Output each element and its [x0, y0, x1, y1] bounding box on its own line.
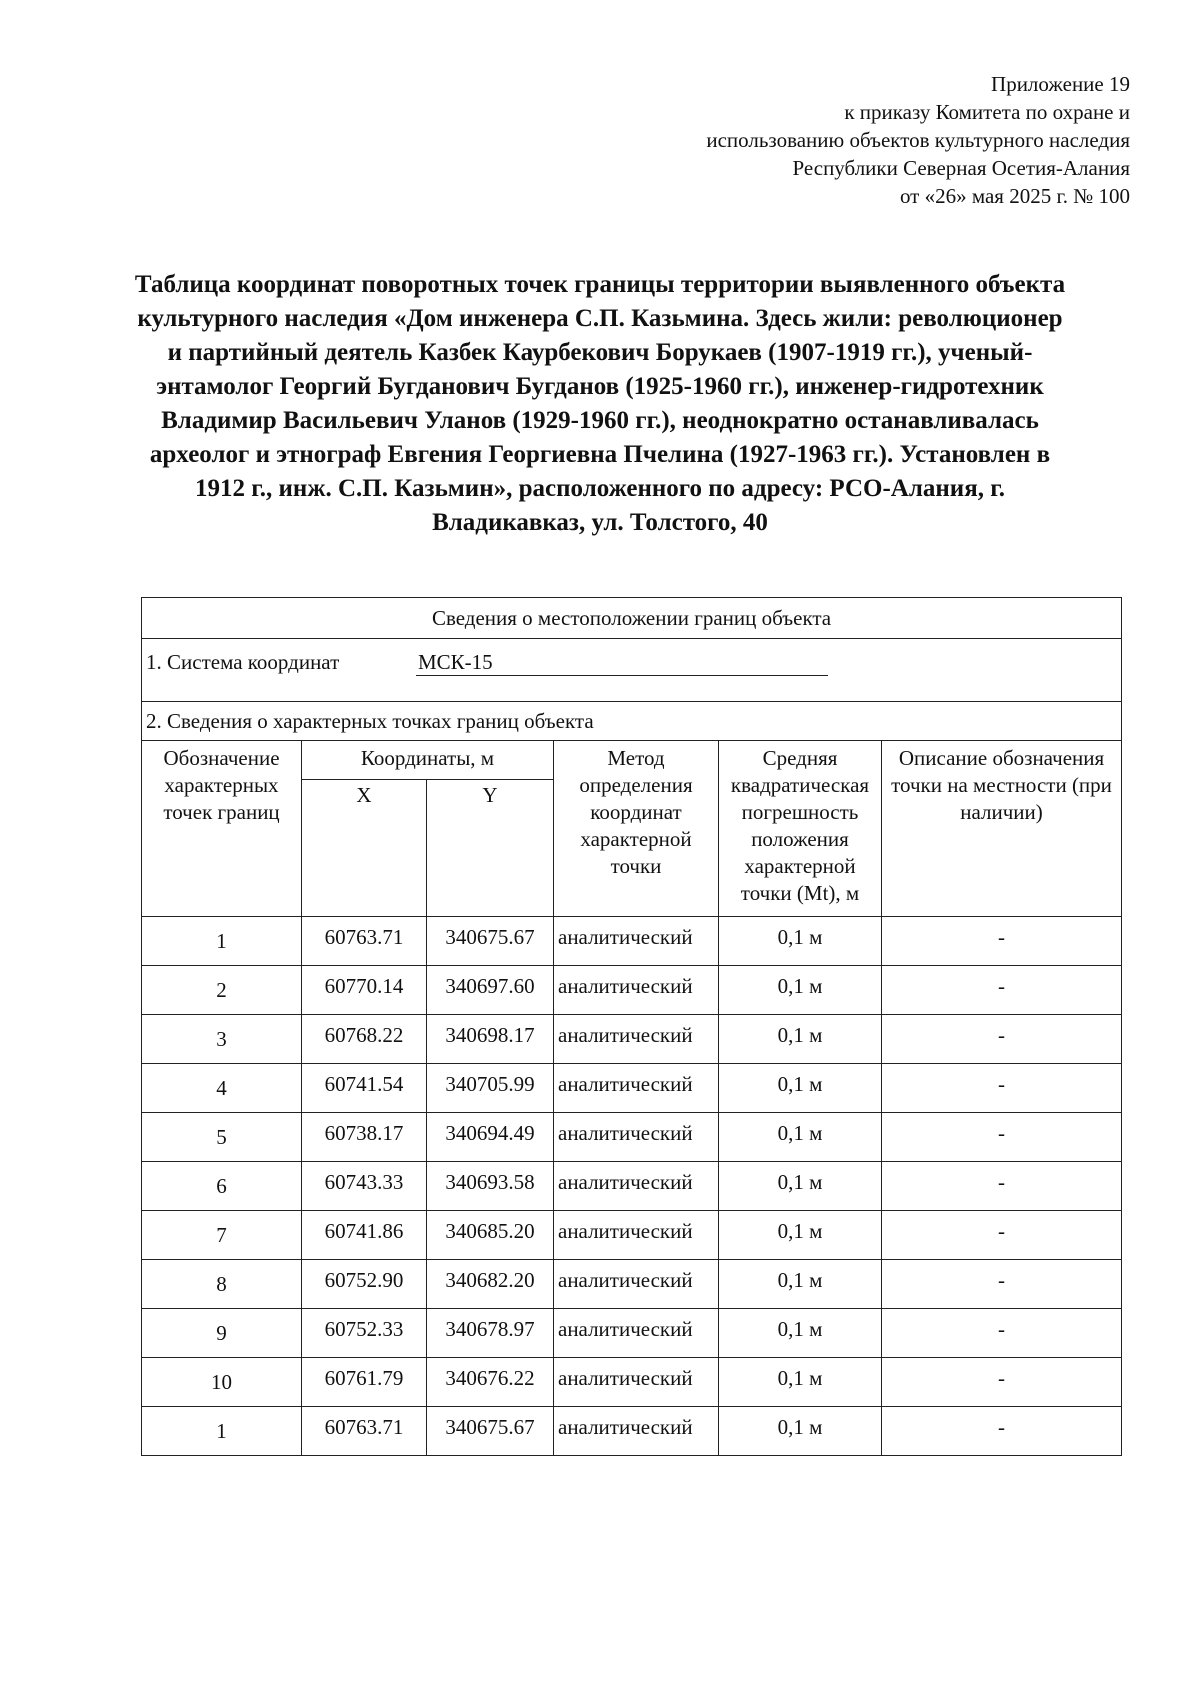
cell-method: аналитический [554, 1407, 719, 1456]
coordinate-system-cell [142, 639, 1122, 702]
cell-error: 0,1 м [719, 1211, 882, 1260]
table-row [142, 1260, 1122, 1309]
cell-point-number: 1 [142, 1407, 302, 1456]
cell-coord-y: 340694.49 [427, 1113, 554, 1162]
cell-description: - [882, 1309, 1122, 1358]
cell-description: - [882, 1162, 1122, 1211]
cell-coord-x: 60763.71 [302, 1407, 427, 1456]
cell-error: 0,1 м [719, 1407, 882, 1456]
section-title: Сведения о местоположении границ объекта [142, 598, 1122, 639]
cell-coord-x: 60770.14 [302, 966, 427, 1015]
cell-method: аналитический [554, 1113, 719, 1162]
cell-method: аналитический [554, 1064, 719, 1113]
cell-coord-y: 340675.67 [427, 917, 554, 966]
table-row [142, 966, 1122, 1015]
cell-method: аналитический [554, 1162, 719, 1211]
cell-point-number: 2 [142, 966, 302, 1015]
cell-error: 0,1 м [719, 1162, 882, 1211]
cell-coord-x: 60761.79 [302, 1358, 427, 1407]
header-y: Y [427, 780, 554, 917]
cell-description: - [882, 1113, 1122, 1162]
cell-coord-y: 340675.67 [427, 1407, 554, 1456]
table-row [142, 1064, 1122, 1113]
cell-point-number: 5 [142, 1113, 302, 1162]
cell-description: - [882, 966, 1122, 1015]
annex-line-2: к приказу Комитета по охране и [844, 100, 1130, 124]
cell-error: 0,1 м [719, 917, 882, 966]
cell-coord-y: 340676.22 [427, 1358, 554, 1407]
cell-point-number: 8 [142, 1260, 302, 1309]
cell-method: аналитический [554, 917, 719, 966]
table-row [142, 1015, 1122, 1064]
cell-coord-y: 340697.60 [427, 966, 554, 1015]
coordinates-table [141, 597, 1122, 1456]
header-x: X [302, 780, 427, 917]
annex-line-3: использованию объектов культурного наследия [706, 128, 1130, 152]
cell-coord-x: 60763.71 [302, 917, 427, 966]
table-row [142, 917, 1122, 966]
table-row [142, 1358, 1122, 1407]
cell-point-number: 1 [142, 917, 302, 966]
cell-point-number: 4 [142, 1064, 302, 1113]
header-description: Описание обозначения точки на местности (при наличии) [882, 741, 1122, 917]
cell-coord-x: 60752.33 [302, 1309, 427, 1358]
cell-description: - [882, 1015, 1122, 1064]
annex-line-4: Республики Северная Осетия-Алания [792, 156, 1130, 180]
cell-method: аналитический [554, 1260, 719, 1309]
cell-method: аналитический [554, 966, 719, 1015]
cell-point-number: 9 [142, 1309, 302, 1358]
cell-coord-x: 60741.54 [302, 1064, 427, 1113]
cell-method: аналитический [554, 1358, 719, 1407]
cell-error: 0,1 м [719, 966, 882, 1015]
cell-method: аналитический [554, 1211, 719, 1260]
cell-coord-x: 60752.90 [302, 1260, 427, 1309]
cell-description: - [882, 917, 1122, 966]
cell-coord-x: 60743.33 [302, 1162, 427, 1211]
cell-coord-x: 60741.86 [302, 1211, 427, 1260]
cell-coord-y: 340693.58 [427, 1162, 554, 1211]
table-row [142, 1113, 1122, 1162]
cell-coord-y: 340678.97 [427, 1309, 554, 1358]
header-coordinates: Координаты, м [302, 741, 554, 780]
table-row [142, 1309, 1122, 1358]
header-method: Метод определения координат характерной точки [554, 741, 719, 917]
cell-point-number: 10 [142, 1358, 302, 1407]
annex-line-1: Приложение 19 [991, 72, 1130, 96]
annex-line-5: от «26» мая 2025 г. № 100 [899, 184, 1130, 208]
cell-coord-x: 60768.22 [302, 1015, 427, 1064]
cell-error: 0,1 м [719, 1309, 882, 1358]
cell-error: 0,1 м [719, 1113, 882, 1162]
cell-description: - [882, 1358, 1122, 1407]
cell-description: - [882, 1211, 1122, 1260]
cell-coord-y: 340682.20 [427, 1260, 554, 1309]
annex-header [570, 70, 1130, 210]
cell-coord-y: 340705.99 [427, 1064, 554, 1113]
coordinate-system-value: МСК-15 [416, 649, 828, 676]
cell-point-number: 7 [142, 1211, 302, 1260]
cell-error: 0,1 м [719, 1064, 882, 1113]
cell-point-number: 6 [142, 1162, 302, 1211]
cell-coord-y: 340698.17 [427, 1015, 554, 1064]
cell-point-number: 3 [142, 1015, 302, 1064]
cell-error: 0,1 м [719, 1015, 882, 1064]
coordinate-system-label: 1. Система координат [146, 650, 340, 674]
cell-description: - [882, 1407, 1122, 1456]
table-row [142, 1407, 1122, 1456]
table-row [142, 1211, 1122, 1260]
cell-error: 0,1 м [719, 1358, 882, 1407]
cell-coord-x: 60738.17 [302, 1113, 427, 1162]
cell-method: аналитический [554, 1309, 719, 1358]
cell-method: аналитический [554, 1015, 719, 1064]
cell-error: 0,1 м [719, 1260, 882, 1309]
table-row [142, 1162, 1122, 1211]
cell-description: - [882, 1064, 1122, 1113]
header-designation: Обозначение характерных точек границ [142, 741, 302, 917]
document-title: Таблица координат поворотных точек границы территории выявленного объекта культурного наследия «Дом инженера С.П. Казьмина. Здесь жили: революционер и партийный деятель Казбек Каурбекович Борукаев (1907-1919 гг.), ученый-энтамолог Георгий Бугданович Бугданов (1925-1960 гг.), инженер-гидротехник Владимир Васильевич Уланов (1929-1960 гг.), неоднократно останавливалась археолог и этнограф Евгения Георгиевна Пчелина (1927-1963 гг.). Установлен в 1912 г., инж. С.П. Казьмин», расположенного по адресу: РСО-Алания, г. Владикавказ, ул. Толстого, 40 [134, 271, 1066, 536]
cell-coord-y: 340685.20 [427, 1211, 554, 1260]
points-section-title: 2. Сведения о характерных точках границ объекта [142, 702, 1122, 741]
header-error: Средняя квадратическая погрешность положения характерной точки (Mt), м [719, 741, 882, 917]
cell-description: - [882, 1260, 1122, 1309]
